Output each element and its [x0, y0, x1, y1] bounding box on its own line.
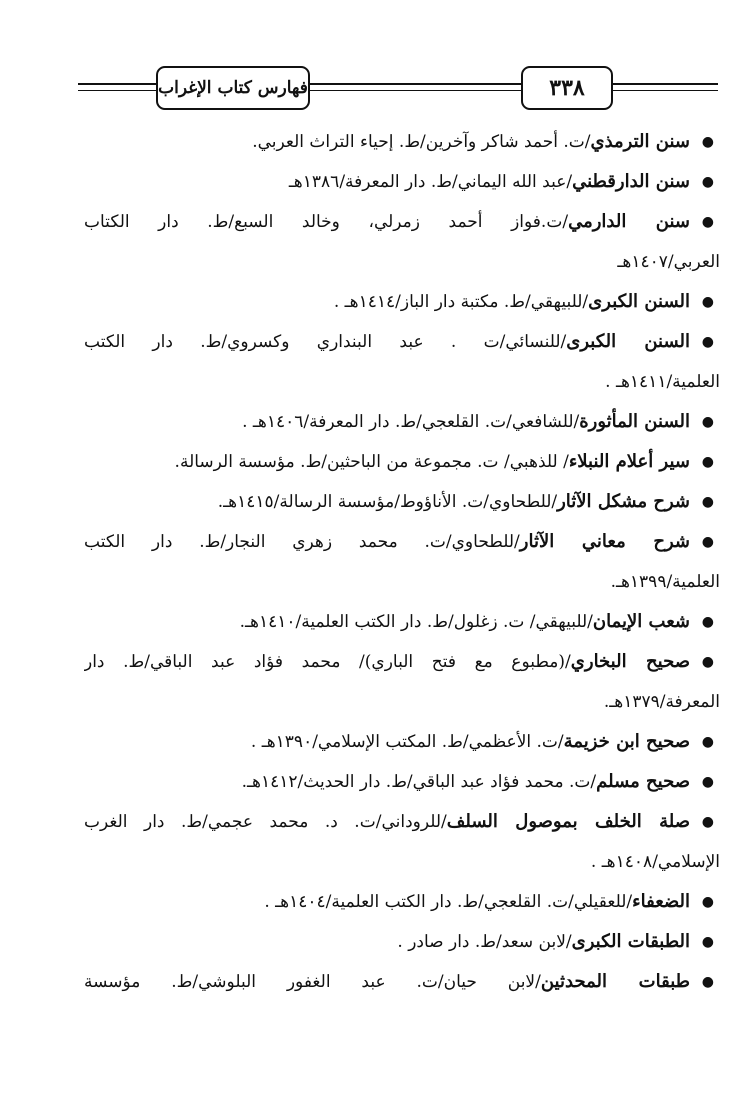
entry-continuation: العربي/١٤٠٧هـ [617, 252, 720, 272]
entry-title: سنن الترمذي [590, 131, 690, 152]
entry-continuation: العلمية/١٤١١هـ . [605, 372, 720, 392]
bibliography-entry [84, 482, 720, 522]
entry-details: /للروداني/ت. د. محمد عجمي/ط. دار الغرب [84, 812, 447, 832]
bibliography-entry [84, 442, 720, 482]
bullet-icon: ● [701, 334, 714, 350]
bibliography-entry [84, 602, 720, 642]
bullet-icon: ● [701, 174, 714, 190]
header-rule-left-bottom [78, 90, 156, 91]
entry-details: /للطحاوي/ت. محمد زهري النجار/ط. دار الكتب [84, 532, 520, 552]
bullet-icon: ● [701, 454, 714, 470]
entry-title: سير أعلام النبلاء [568, 451, 690, 472]
entry-details: /عبد الله اليماني/ط. دار المعرفة/١٣٨٦هـ [288, 172, 573, 192]
entry-title: صحيح ابن خزيمة [563, 731, 690, 752]
entry-continuation: المعرفة/١٣٧٩هـ. [603, 692, 720, 712]
entry-title: طبقات المحدثين [540, 971, 690, 992]
entry-details: /ت.فواز أحمد زمرلي، وخالد السبع/ط. دار الكتاب [84, 212, 569, 232]
bullet-icon: ● [701, 214, 714, 230]
bibliography-entry [84, 162, 720, 202]
bibliography-entry [84, 402, 720, 442]
bibliography-list [84, 122, 720, 1002]
bullet-icon: ● [701, 294, 714, 310]
entry-title: صلة الخلف بموصول السلف [446, 811, 690, 832]
header-rule-middle-bottom [306, 90, 521, 91]
bibliography-entry [84, 202, 720, 282]
entry-details: /لابن حيان/ت. عبد الغفور البلوشي/ط. مؤسسة [84, 972, 541, 992]
entry-title: سنن الدارمي [568, 211, 690, 232]
bibliography-entry [84, 322, 720, 402]
entry-details: /للبيهقي/ط. مكتبة دار الباز/١٤١٤هـ . [333, 292, 589, 312]
bibliography-entry [84, 762, 720, 802]
bibliography-entry [84, 122, 720, 162]
entry-title: السنن المأثورة [579, 411, 690, 432]
bullet-icon: ● [701, 774, 714, 790]
bullet-icon: ● [701, 974, 714, 990]
entry-title: سنن الدارقطني [572, 171, 690, 192]
entry-title: صحيح مسلم [596, 771, 690, 792]
page-number: ٣٣٨ [521, 66, 613, 110]
entry-details: /للشافعي/ت. القلعجي/ط. دار المعرفة/١٤٠٦هـ . [242, 412, 580, 432]
bullet-icon: ● [701, 894, 714, 910]
bullet-icon: ● [701, 814, 714, 830]
entry-title: شرح معاني الآثار [519, 531, 690, 552]
entry-details: /لابن سعد/ط. دار صادر . [397, 932, 572, 952]
bullet-icon: ● [701, 934, 714, 950]
header-rule-right-top [609, 83, 718, 85]
bibliography-entry [84, 282, 720, 322]
bullet-icon: ● [701, 134, 714, 150]
entry-continuation: العلمية/١٣٩٩هـ. [610, 572, 720, 592]
bullet-icon: ● [701, 534, 714, 550]
header-rule-left-top [78, 83, 156, 85]
running-title: فهارس كتاب الإغراب [156, 66, 310, 110]
entry-continuation: الإسلامي/١٤٠٨هـ . [590, 852, 720, 872]
header-rule-right-bottom [609, 90, 718, 91]
entry-title: شعب الإيمان [592, 611, 690, 632]
entry-title: الضعفاء [632, 891, 690, 912]
bibliography-entry [84, 922, 720, 962]
bullet-icon: ● [701, 414, 714, 430]
entry-title: صحيح البخاري [570, 651, 690, 672]
entry-details: /(مطبوع مع فتح الباري)/ محمد فؤاد عبد الباقي/ط. دار [84, 652, 571, 672]
page-header [78, 66, 718, 112]
entry-title: السنن الكبرى [588, 291, 690, 312]
entry-details: /للنسائي/ت . عبد البنداري وكسروي/ط. دار الكتب [84, 332, 567, 352]
bullet-icon: ● [701, 734, 714, 750]
bullet-icon: ● [701, 494, 714, 510]
entry-details: /للعقيلي/ت. القلعجي/ط. دار الكتب العلمية/١٤٠٤هـ . [264, 892, 633, 912]
entry-title: السنن الكبرى [566, 331, 690, 352]
bibliography-entry [84, 722, 720, 762]
entry-title: شرح مشكل الآثار [557, 491, 690, 512]
bibliography-entry [84, 962, 720, 1002]
header-rule-middle-top [306, 83, 521, 85]
bibliography-entry [84, 522, 720, 602]
bibliography-entry [84, 642, 720, 722]
bullet-icon: ● [701, 654, 714, 670]
entry-details: /ت. أحمد شاكر وآخرين/ط. إحياء التراث العربي. [252, 132, 591, 152]
entry-details: /للبيهقي/ ت. زغلول/ط. دار الكتب العلمية/١٤١٠هـ. [239, 612, 593, 632]
entry-details: / للذهبي/ ت. مجموعة من الباحثين/ط. مؤسسة الرسالة. [174, 452, 569, 472]
entry-details: /ت. محمد فؤاد عبد الباقي/ط. دار الحديث/١٤١٢هـ. [241, 772, 597, 792]
entry-details: /ت. الأعظمي/ط. المكتب الإسلامي/١٣٩٠هـ . [250, 732, 564, 752]
entry-title: الطبقات الكبرى [571, 931, 690, 952]
bibliography-entry [84, 802, 720, 882]
entry-details: /للطحاوي/ت. الأناؤوط/مؤسسة الرسالة/١٤١٥هـ. [217, 492, 558, 512]
bullet-icon: ● [701, 614, 714, 630]
bibliography-entry [84, 882, 720, 922]
